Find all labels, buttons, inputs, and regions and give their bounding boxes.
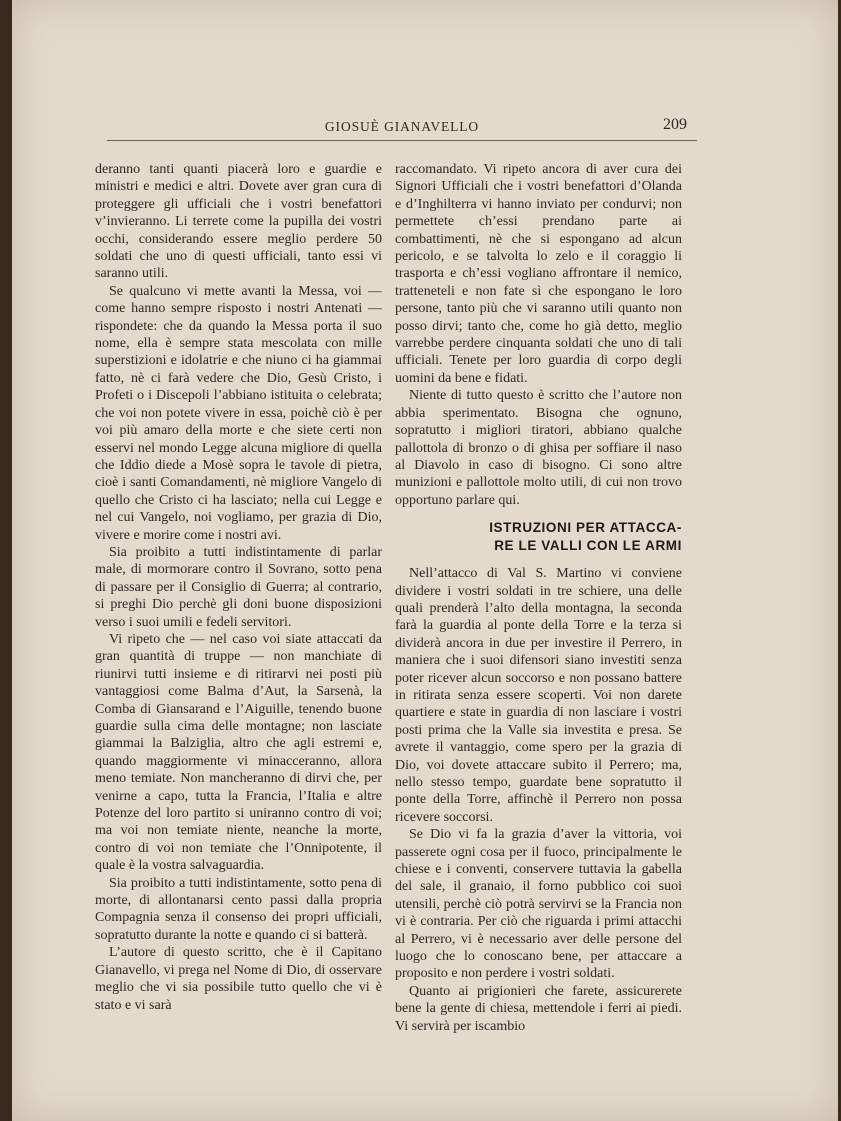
left-column — [95, 161, 382, 1014]
paragraph: Sia proibito a tutti indistintamente di parlar male, di mormorare contro il Sovrano, sotto pena di passare per il Consiglio di Guerra; al contrario, si preghi Dio perchè gli doni buone disposizioni verso i suoi umili e fedeli servitori. — [95, 544, 382, 630]
paragraph: Se Dio vi fa la grazia d’aver la vittoria, voi passerete ogni cosa per il fuoco, principalmente le chiese e i conventi, conservere tuttavia la gabella del sale, il granaio, il forno pubblico coi suoi utensili, perchè ciò potrà servirvi se la Francia non vi è contraria. Per ciò che riguarda i primi attacchi al Perrero, vi è necessario aver delle persone del luogo che lo conoscano bene, per attaccare a proposito e non perdere i vostri soldati. — [395, 827, 682, 982]
section-heading — [395, 519, 682, 555]
page-number: 209 — [663, 116, 687, 133]
running-title: GIOSUÈ GIANAVELLO — [324, 119, 480, 134]
paragraph: Vi ripeto che — nel caso voi siate attaccati da gran quantità di truppe — non manchiate di riunirvi tutti insieme e di ritirarvi nei posti più vantaggiosi come Balma d’Aut, la Sarsenà, la Comba di Giansarand e l’Aiguille, tenendo buone guardie sulla cima delle montagne; non lasciate giammai la Balziglia, altro che agli estremi e, quando maggiormente vi minacceranno, allora meno temiate. Non mancheranno di dirvi che, per venirne a capo, tutta la Francia, l’Italia e altre Potenze del loro partito si uniranno contro di voi; ma voi non temiate niente, neanche la morte, contro di voi non temiate che l’Onnipotente, il quale è la vostra salvaguardia. — [95, 631, 382, 874]
right-column — [395, 161, 682, 1035]
paragraph: L’autore di questo scritto, che è il Capitano Gianavello, vi prega nel Nome di Dio, di osservare meglio che vi sia possibile tutto quello che vi è stato e vi sarà — [95, 945, 382, 1013]
paragraph: Se qualcuno vi mette avanti la Messa, voi — come hanno sempre risposto i nostri Antenati — rispondete: che da quando la Messa porta il suo nome, ella è sempre stata mescolata con mille superstizioni e idolatrie e che niuno ci ha giammai fatto, nè ci farà vedere che Dio, Gesù Cristo, i Profeti o i Discepoli l’abbiano istituita o celebrata; che voi non potete vivere in essa, poichè ciò è per voi più amaro della morte e che siete certi non esservi nel mondo Legge alcuna migliore di quella che Iddio diede a Mosè sopra le tavole di pietra, cioè i santi Comandamenti, nè migliore Vangelo di quello che Cristo ci ha lasciato; nella cui Legge e nel cui Vangelo, noi vogliamo, per grazia di Dio, vivere e morire come i nostri avi. — [95, 283, 382, 543]
paragraph: Quanto ai prigionieri che farete, assicurerete bene la gente di chiesa, mettendole i ferri ai piedi. Vi servirà per iscambio — [395, 983, 682, 1034]
paragraph: deranno tanti quanti piacerà loro e guardie e ministri e medici e altri. Dovete aver gran cura di proteggere gli ufficiali che i vostri benefattori v’invieranno. Li terrete come la pupilla dei vostri occhi, considerando essere meglio perdere 50 soldati che uno di questi ufficiali, tanto essi vi saranno utili. — [95, 162, 382, 282]
paragraph: Sia proibito a tutti indistintamente, sotto pena di morte, di allontanarsi cento passi dalla propria Compagnia senza il consenso dei propri ufficiali, sopratutto durante la notte e quando ci si batterà. — [95, 875, 382, 943]
paragraph: raccomandato. Vi ripeto ancora di aver cura dei Signori Ufficiali che i vostri benefattori d’Olanda e d’Inghilterra vi hanno inviato per condurvi; non permettete ch’essi prendano parte ai combattimenti, nè che si espongano ad alcun pericolo, e se talvolta lo zelo e il coraggio li trasporta e ch’essi vogliano affrontare il nemico, tratteneteli e non fate sì che espongano le loro persone, tanto più che vi saranno utili quanto non posso dirvi; tanto che, come ho già detto, meglio varrebbe perdere cinquanta soldati che uno di tali ufficiali. Tenete per loro guardia di corpo degli uomini da bene e fidati. — [395, 162, 682, 386]
paragraph: Niente di tutto questo è scritto che l’autore non abbia sperimentato. Bisogna che ognuno, sopratutto i migliori tiratori, abbiano qualche pallottola di bronzo o di ghisa per soffiare il naso al Diavolo in caso di bisogno. Ci sono altre munizioni e pallottole molto utili, di cui non trovo opportuno parlare qui. — [395, 388, 682, 508]
section-heading-line: ISTRUZIONI PER ATTACCA- — [489, 520, 682, 536]
section-heading-line: RE LE VALLI CON LE ARMI — [494, 538, 682, 554]
paragraph: Nell’attacco di Val S. Martino vi conviene dividere i vostri soldati in tre schiere, una delle quali prenderà l’alto della montagna, la seconda farà la guardia al ponte della Torre e la terza si dividerà ancora in due per investire il Perrero, in maniera che i suoi difensori siano investiti senza poter ricever alcun soccorso e non possano battere in ritirata senza essere scoperti. Voi non darete quartiere e state in guardia di non lasciare i vostri posti prima che la Valle sia investita e presa. Se avrete il vantaggio, come spero per la grazia di Dio, voi dovete attaccare subito il Perrero; ma, nello stesso tempo, guardate bene sopratutto il ponte della Torre, affinchè il Perrero non possa ricevere soccorsi. — [395, 566, 682, 825]
page-header — [107, 118, 697, 141]
